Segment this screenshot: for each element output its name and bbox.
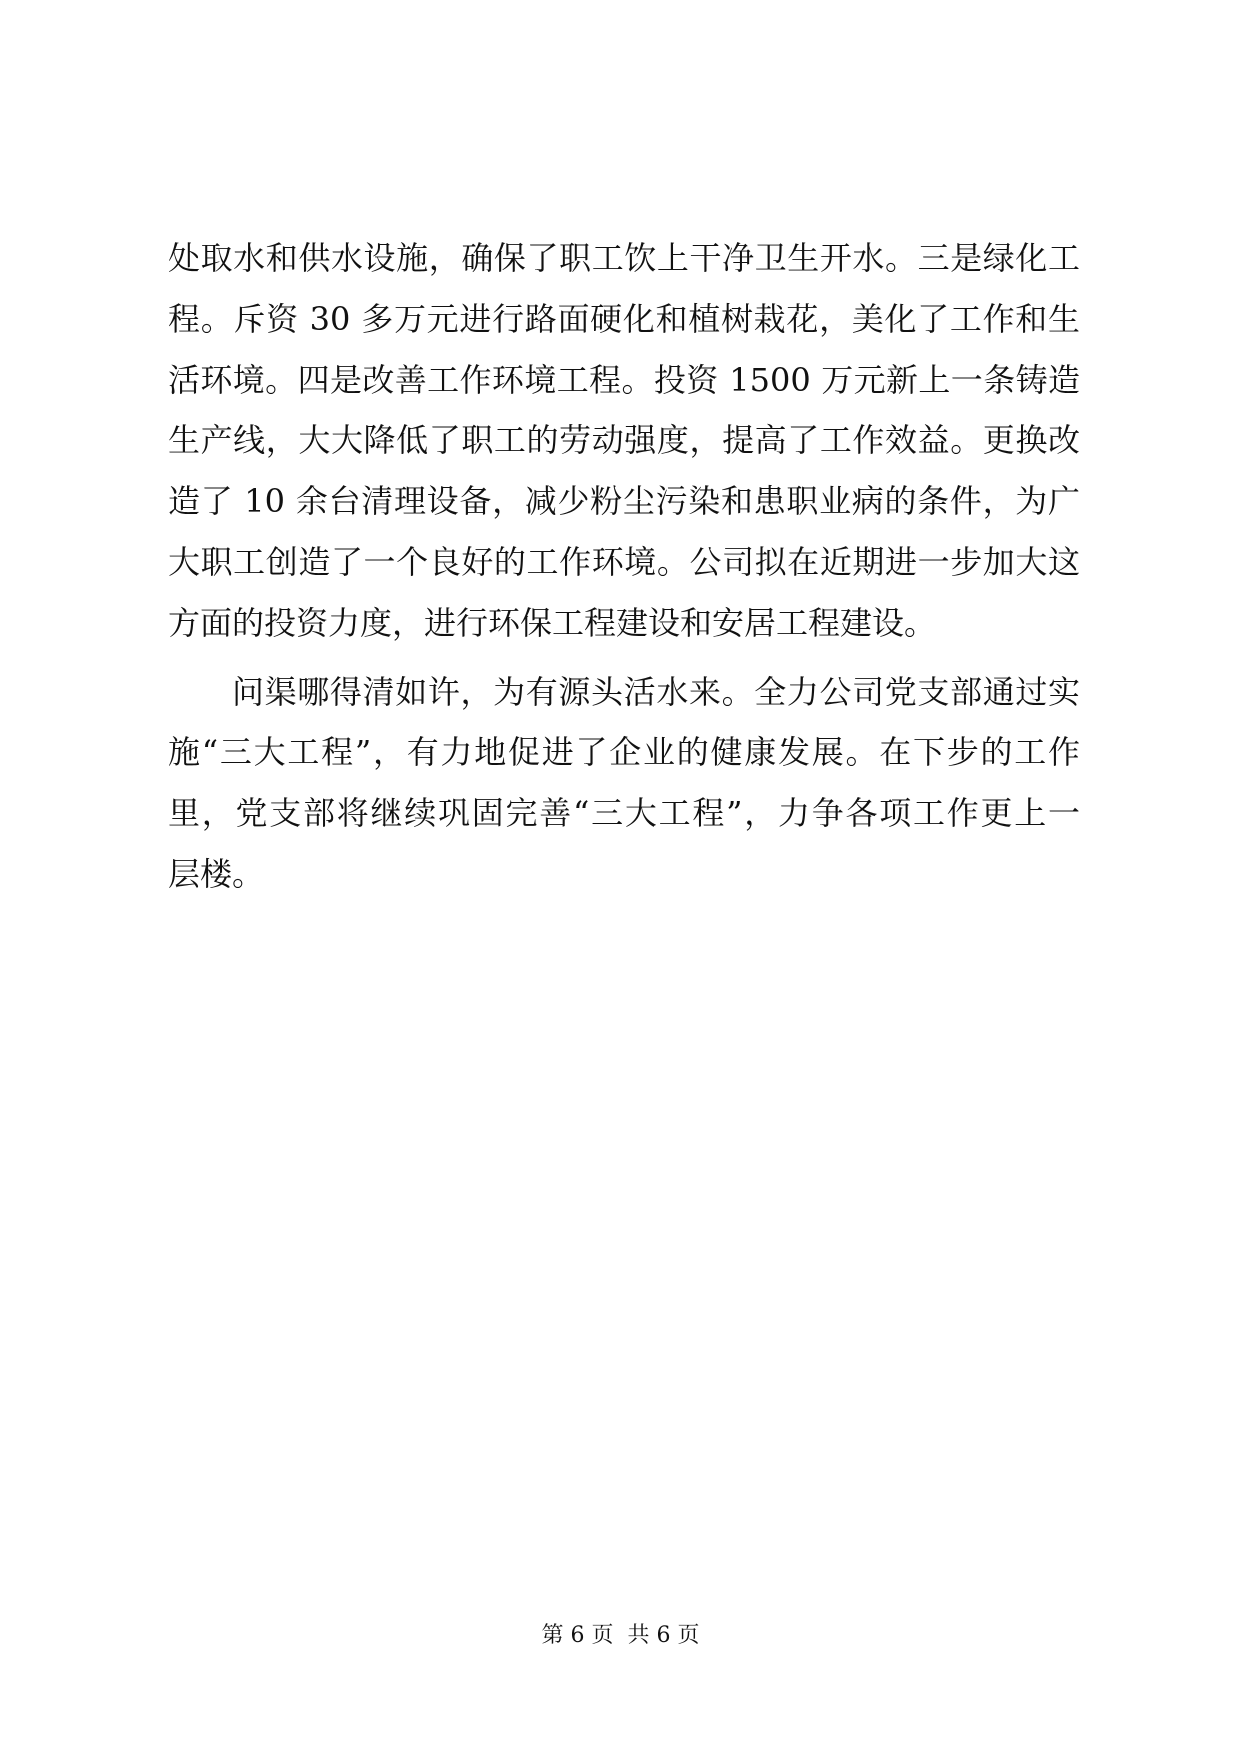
paragraph-1 xyxy=(168,228,1080,654)
paragraph-line: 里，党支部将继续巩固完善“三大工程”，力争各项工作更上一 xyxy=(168,794,1080,833)
paragraph-line: 大职工创造了一个良好的工作环境。公司拟在近期进一步加大这 xyxy=(168,542,1080,581)
paragraph-line: 层楼。 xyxy=(168,854,265,893)
document-body xyxy=(168,228,1080,905)
paragraph-line: 施“三大工程”，有力地促进了企业的健康发展。在下步的工作 xyxy=(168,733,1080,772)
page-number: 第 6 页 共 6 页 xyxy=(541,1623,700,1648)
paragraph-gap xyxy=(168,654,1080,662)
paragraph-line: 方面的投资力度，进行环保工程建设和安居工程建设。 xyxy=(168,603,937,642)
paragraph-line: 生产线，大大降低了职工的劳动强度，提高了工作效益。更换改 xyxy=(168,421,1080,460)
paragraph-line: 处取水和供水设施，确保了职工饮上干净卫生开水。三是绿化工 xyxy=(168,239,1080,277)
paragraph-2 xyxy=(168,662,1080,905)
paragraph-line: 活环境。四是改善工作环境工程。投资 1500 万元新上一条铸造 xyxy=(168,360,1080,399)
paragraph-line: 造了 10 余台清理设备，减少粉尘污染和患职业病的条件，为广 xyxy=(168,482,1080,521)
paragraph-line: 问渠哪得清如许，为有源头活水来。全力公司党支部通过实 xyxy=(232,672,1080,711)
paragraph-line: 程。斥资 30 多万元进行路面硬化和植树栽花，美化了工作和生 xyxy=(168,299,1080,338)
page-footer xyxy=(0,1618,1241,1649)
